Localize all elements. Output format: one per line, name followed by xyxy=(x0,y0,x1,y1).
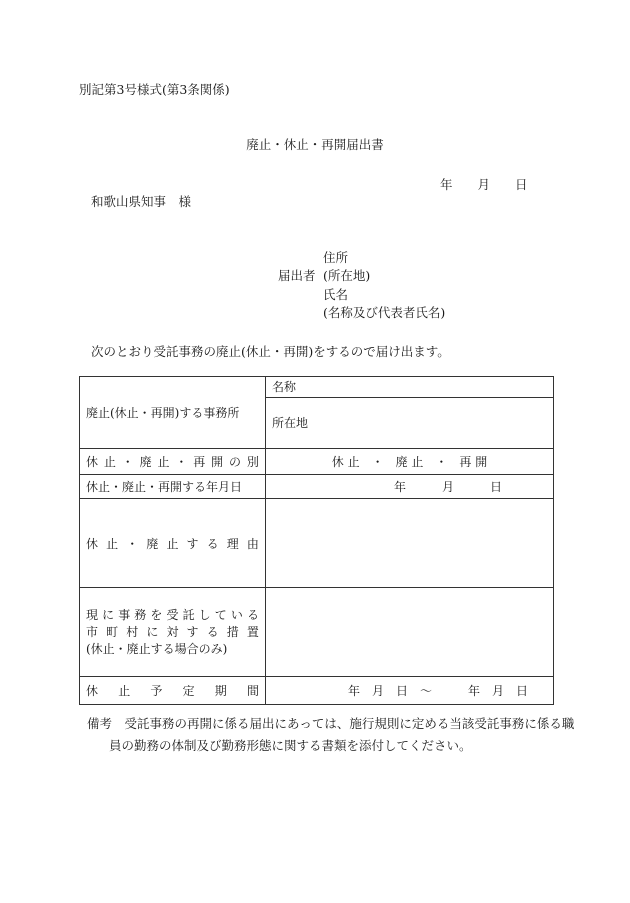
office-label: 廃止(休止・再開)する事務所 xyxy=(80,377,266,449)
label-char: 止 xyxy=(118,684,131,698)
office-name-field[interactable]: 名称 xyxy=(266,377,553,398)
type-label xyxy=(80,449,266,475)
reason-label-text xyxy=(86,535,259,552)
date-row xyxy=(80,475,554,499)
label-char: 止 xyxy=(103,455,116,469)
label-char: 理 xyxy=(226,536,239,551)
label-char: 務 xyxy=(134,607,147,622)
label-char: 村 xyxy=(126,624,139,639)
notifier-address: 住所 xyxy=(323,250,349,265)
reason-label xyxy=(80,499,266,588)
period-value-field[interactable]: 年 月 日 ～ 年 月 日 xyxy=(266,677,554,705)
label-char: 由 xyxy=(246,536,259,551)
type-label-text xyxy=(86,453,259,470)
date-label: 休止・廃止・再開する年月日 xyxy=(80,475,266,499)
office-row xyxy=(80,377,554,449)
document-title: 廃止・休止・再開届出書 xyxy=(246,137,384,152)
label-char: し xyxy=(198,607,211,622)
remarks-line1: 備考 受託事務の再開に係る届出にあっては、施行規則に定める当該受託事務に係る職 xyxy=(87,716,575,731)
period-label-text xyxy=(86,682,259,699)
label-char: る xyxy=(206,624,219,639)
label-char: を xyxy=(150,607,163,622)
notifier-name: 氏名 xyxy=(323,287,349,302)
office-fields xyxy=(266,377,554,449)
label-char: ・ xyxy=(121,455,134,469)
label-char: る xyxy=(206,536,219,551)
office-location-field[interactable]: 所在地 xyxy=(272,416,309,430)
remarks xyxy=(87,713,574,757)
label-char: 休 xyxy=(86,684,99,698)
label-char: 再 xyxy=(193,455,206,469)
type-options[interactable]: 休 止 ・ 廃 止 ・ 再 開 xyxy=(266,449,554,475)
intro-text: 次のとおり受託事務の廃止(休止・再開)をするので届け出ます。 xyxy=(91,344,450,359)
label-char: 託 xyxy=(182,607,195,622)
label-char: の xyxy=(229,455,242,469)
label-char: 期 xyxy=(214,684,227,698)
label-char: ・ xyxy=(126,536,139,551)
label-char: 定 xyxy=(182,684,195,698)
form-label: 別記第3号様式(第3条関係) xyxy=(79,82,230,97)
measures-line3: (休止・廃止する場合のみ) xyxy=(86,641,228,656)
label-char: に xyxy=(102,607,115,622)
label-char: 町 xyxy=(106,624,119,639)
label-char: 止 xyxy=(106,536,119,551)
date-value-field[interactable]: 年 月 日 xyxy=(266,475,554,499)
reason-row xyxy=(80,499,554,588)
label-char: 開 xyxy=(211,455,224,469)
label-char: 廃 xyxy=(146,536,159,551)
date-line: 年 月 日 xyxy=(440,177,528,192)
label-char: す xyxy=(186,624,199,639)
period-label xyxy=(80,677,266,705)
notification-table xyxy=(79,376,554,705)
label-char: る xyxy=(246,607,259,622)
label-char: 休 xyxy=(86,455,99,469)
label-char: 別 xyxy=(246,455,259,469)
notifier-name-note: (名称及び代表者氏名) xyxy=(323,305,446,320)
reason-field[interactable] xyxy=(266,499,554,588)
label-char: 間 xyxy=(246,684,259,698)
label-char: 予 xyxy=(150,684,163,698)
label-char: に xyxy=(146,624,159,639)
label-char: 受 xyxy=(166,607,179,622)
remarks-line2: 員の勤務の体制及び勤務形態に関する書類を添付してください。 xyxy=(109,738,472,753)
measures-line2 xyxy=(86,624,259,641)
label-char: 対 xyxy=(166,624,179,639)
notifier-address-note: (所在地) xyxy=(323,268,371,283)
label-char: 休 xyxy=(86,536,99,551)
label-char: ・ xyxy=(175,455,188,469)
measures-line1 xyxy=(86,607,259,624)
label-char: 止 xyxy=(157,455,170,469)
label-char: 事 xyxy=(118,607,131,622)
label-char: 措 xyxy=(226,624,239,639)
period-row xyxy=(80,677,554,705)
notifier-label: 届出者 xyxy=(278,268,316,283)
label-char: す xyxy=(186,536,199,551)
type-row xyxy=(80,449,554,475)
measures-row xyxy=(80,588,554,677)
label-char: て xyxy=(214,607,227,622)
addressee: 和歌山県知事 様 xyxy=(91,194,192,209)
label-char: 市 xyxy=(86,624,99,639)
label-char: 止 xyxy=(166,536,179,551)
measures-label xyxy=(80,588,266,677)
label-char: 廃 xyxy=(139,455,152,469)
measures-field[interactable] xyxy=(266,588,554,677)
label-char: 現 xyxy=(86,607,99,622)
label-char: い xyxy=(230,607,243,622)
label-char: 置 xyxy=(246,624,259,639)
